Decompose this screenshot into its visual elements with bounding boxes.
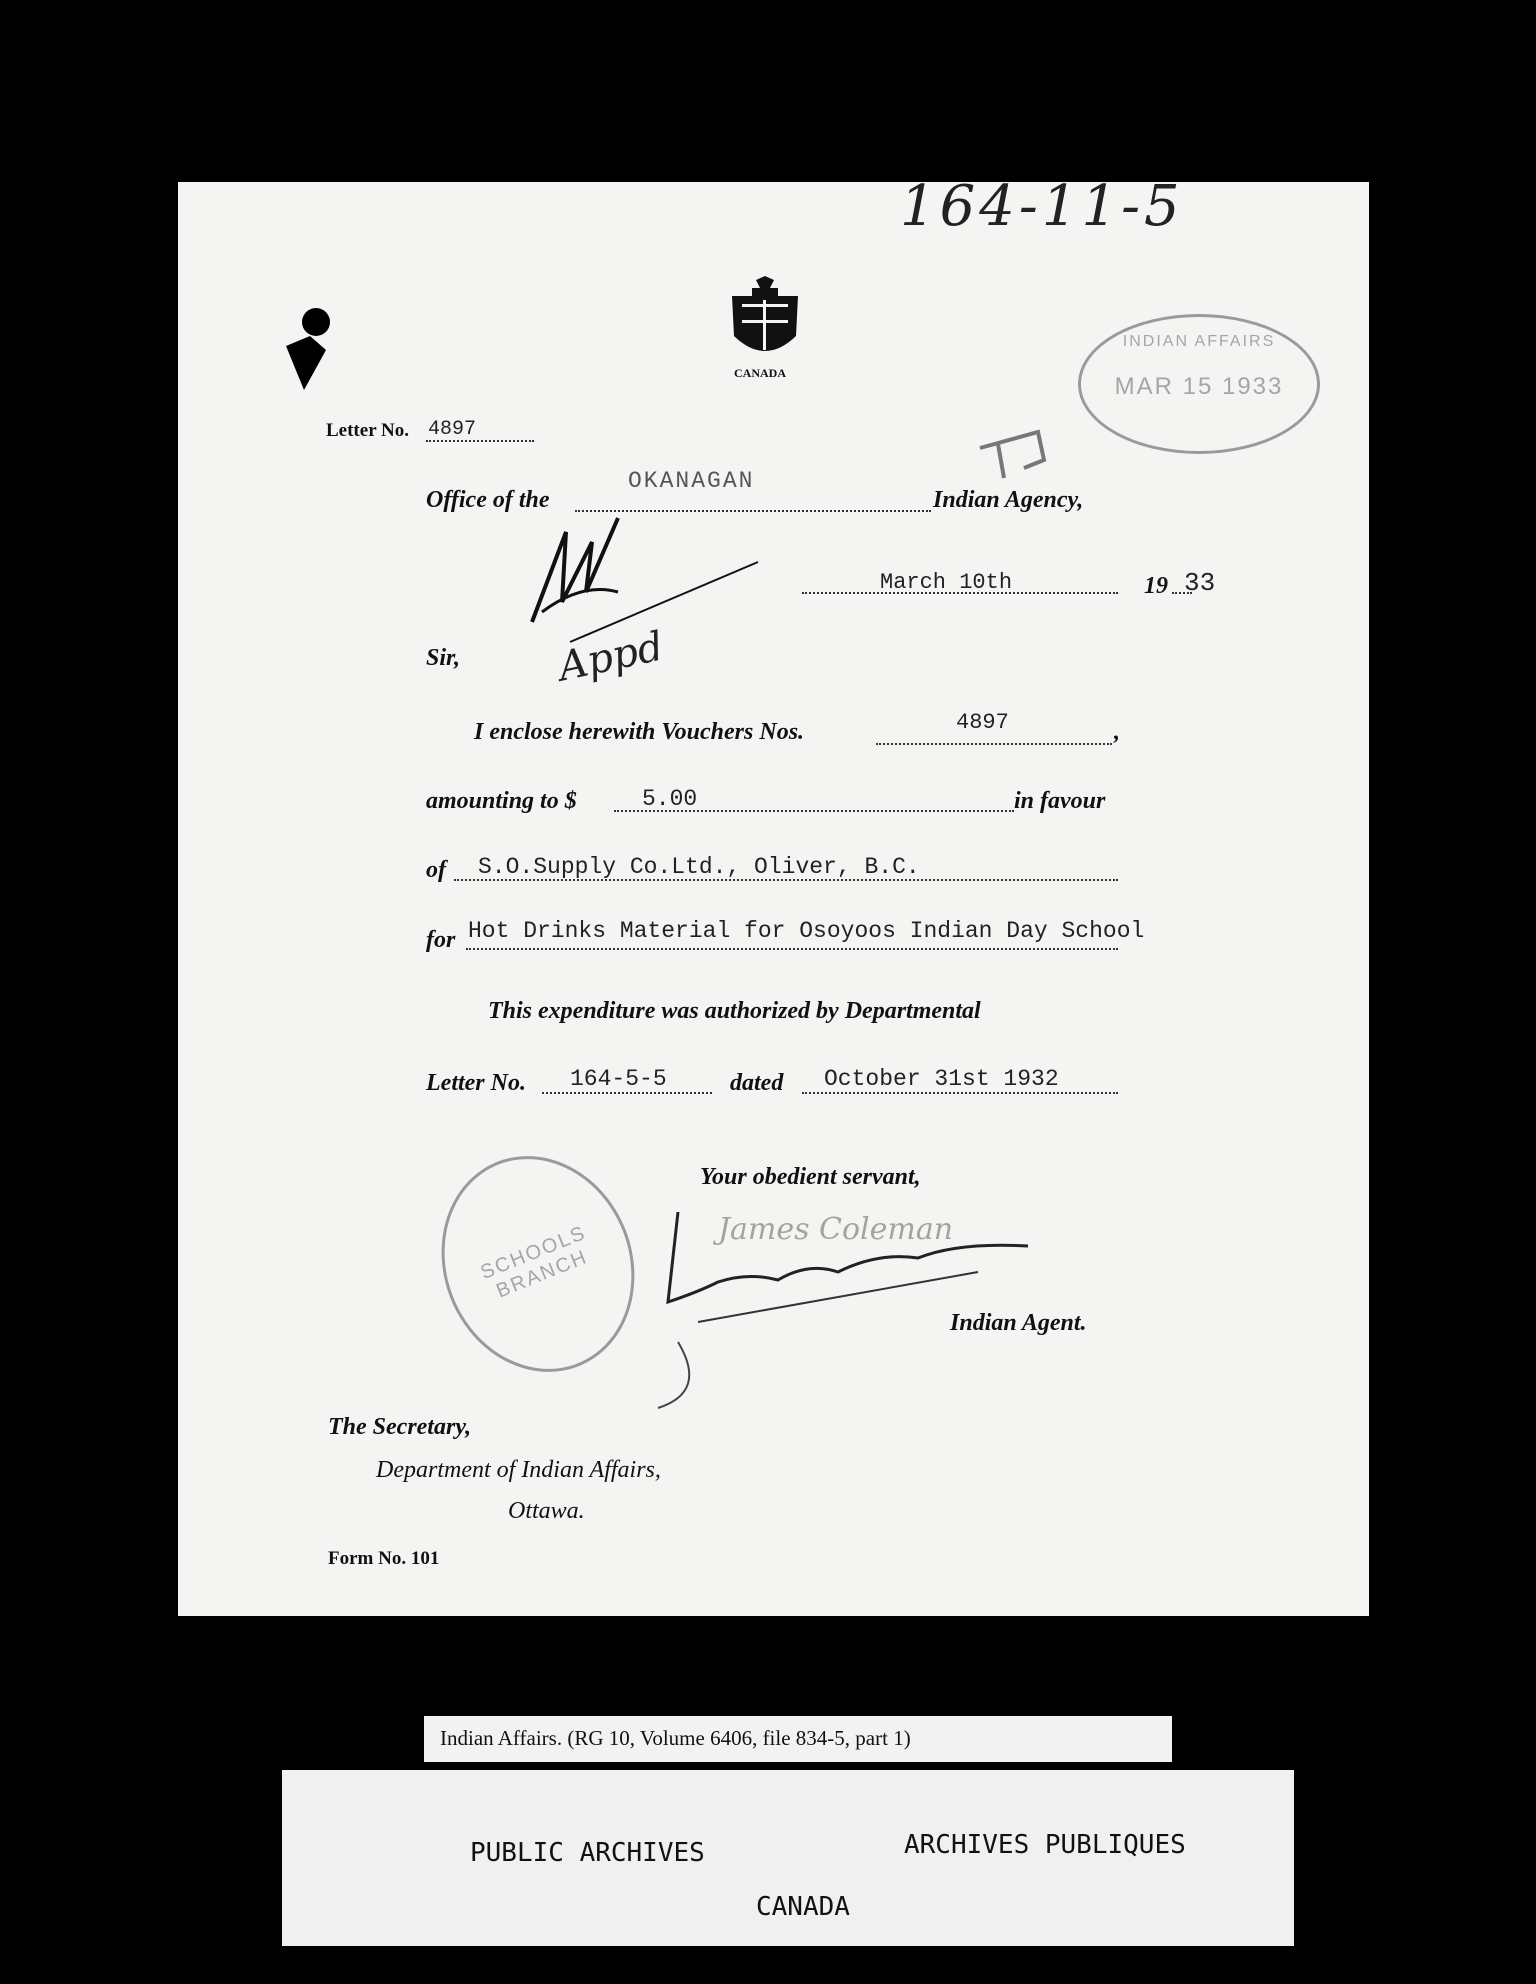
signer-title: Indian Agent. [950, 1310, 1087, 1336]
archives-country: CANADA [756, 1892, 850, 1922]
of-label: of [426, 857, 446, 883]
archive-reference: Indian Affairs. (RG 10, Volume 6406, file 834-5, part 1) [440, 1726, 911, 1750]
dept-letter-dots [542, 1092, 712, 1094]
dated-dots [802, 1092, 1118, 1094]
salutation: Sir, [426, 645, 461, 671]
office-suffix: Indian Agency, [933, 487, 1084, 513]
archives-left: PUBLIC ARCHIVES [470, 1838, 705, 1868]
year-value: 33 [1184, 568, 1216, 598]
recipient-line3: Ottawa. [508, 1498, 585, 1524]
indian-affairs-stamp-date: MAR 15 1933 [1114, 373, 1284, 400]
form-no: Form No. 101 [328, 1548, 440, 1569]
approval-initials: Appd [554, 623, 668, 691]
public-archives-label [282, 1770, 1294, 1946]
dept-letter-value: 164-5-5 [570, 1066, 667, 1092]
voucher-nos: 4897 [956, 710, 1009, 735]
bracket-mark [978, 426, 1050, 491]
punch-mark [286, 306, 334, 397]
signature: James Coleman [718, 1212, 954, 1247]
payee-value: S.O.Supply Co.Ltd., Oliver, B.C. [478, 854, 920, 880]
archive-reference-strip [424, 1716, 1172, 1762]
letter-no-label: Letter No. [326, 420, 410, 441]
recipient-line2: Department of Indian Affairs, [376, 1457, 661, 1483]
canada-crest-icon [726, 276, 804, 388]
dated-value: October 31st 1932 [824, 1066, 1059, 1092]
purpose-value: Hot Drinks Material for Osoyoos Indian Day School [468, 918, 1145, 944]
date-value: March 10th [880, 570, 1013, 595]
schools-branch-stamp-text: SCHOOLS BRANCH [477, 1221, 591, 1303]
purpose-dots [466, 948, 1118, 950]
dept-letter-label: Letter No. [426, 1070, 526, 1096]
voucher-comma: , [1114, 719, 1120, 745]
indian-affairs-stamp-text: INDIAN AFFAIRS [1122, 333, 1276, 350]
year-prefix: 19 [1144, 573, 1168, 599]
enclose-label: I enclose herewith Vouchers Nos. [474, 719, 805, 745]
amounting-label: amounting to $ [426, 788, 577, 814]
recipient-line1: The Secretary, [328, 1414, 472, 1440]
crest-caption: CANADA [734, 366, 786, 380]
for-label: for [426, 927, 456, 953]
indian-affairs-stamp [1078, 314, 1320, 454]
agency-name: OKANAGAN [628, 468, 755, 494]
in-favour-label: in favour [1014, 788, 1106, 814]
office-prefix: Office of the [426, 487, 550, 513]
letter-no-value: 4897 [428, 418, 477, 441]
file-number: 164-11-5 [900, 174, 1184, 239]
letter-sheet [178, 174, 1369, 1616]
amount-value: 5.00 [642, 786, 698, 812]
voucher-dots [876, 743, 1112, 745]
archives-right: ARCHIVES PUBLIQUES [904, 1830, 1186, 1860]
closing: Your obedient servant, [700, 1164, 921, 1190]
dated-label: dated [730, 1070, 784, 1096]
authorized-text: This expenditure was authorized by Departmental [488, 998, 981, 1024]
